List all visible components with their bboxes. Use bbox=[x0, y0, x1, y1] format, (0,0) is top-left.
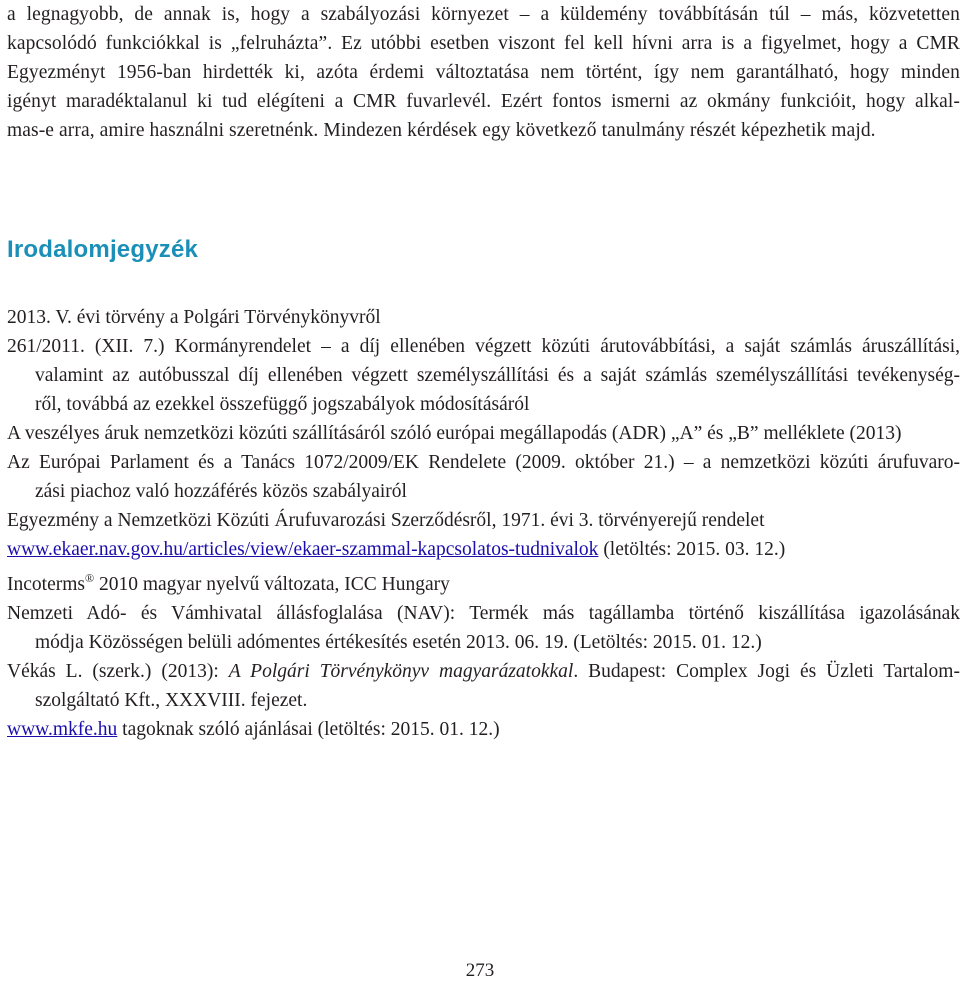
reference-text: módja Közösségen belüli adómentes értékesítés esetén 2013. 06. 19. (Letöltés: 2015. 01. 12.) bbox=[35, 632, 762, 653]
ekaer-link[interactable]: www.ekaer.nav.gov.hu/articles/view/ekaer-szammal-kapcsolatos-tudnivalok bbox=[7, 539, 599, 560]
reference-text: Egyezmény a Nemzetközi Közúti Árufuvarozási Szerződésről, 1971. évi 3. törvényerejű rendelet bbox=[7, 510, 765, 531]
reference-text: A veszélyes áruk nemzetközi közúti szállításáról szóló európai megállapodás (ADR) „A” és „B” melléklete (2013) bbox=[7, 423, 902, 444]
reference-line bbox=[7, 564, 960, 599]
reference-text: 2010 magyar nyelvű változata, ICC Hungary bbox=[94, 574, 450, 595]
reference-item bbox=[7, 715, 960, 744]
reference-item bbox=[7, 303, 960, 332]
mkfe-link[interactable]: www.mkfe.hu bbox=[7, 719, 118, 740]
registered-mark: ® bbox=[84, 571, 95, 585]
reference-item bbox=[7, 448, 960, 506]
page-number: 273 bbox=[465, 960, 495, 981]
intro-paragraph bbox=[7, 0, 960, 145]
reference-text: Az Európai Parlament és a Tanács 1072/2009/EK Rendelete (2009. október 21.) – a nemzetközi közúti árufuvaro- bbox=[7, 452, 960, 473]
reference-text: Nemzeti Adó- és Vámhivatal állásfoglalása (NAV): Termék más tagállamba történő kiszállítása igazolásának bbox=[7, 603, 960, 624]
reference-text: szolgáltató Kft., XXXVIII. fejezet. bbox=[35, 690, 308, 711]
bibliography-heading: Irodalomjegyzék bbox=[7, 236, 199, 263]
reference-item bbox=[7, 657, 960, 715]
reference-line bbox=[7, 657, 960, 686]
intro-line: a legnagyobb, de annak is, hogy a szabályozási környezet – a küldemény továbbításán túl – más, közvetetten bbox=[7, 4, 960, 25]
reference-item bbox=[7, 535, 960, 564]
reference-item bbox=[7, 419, 960, 448]
intro-line: kapcsolódó funkciókkal is „felruházta”. Ez utóbbi esetben viszont fel kell hívni arra is a figyelmet, hogy a CMR bbox=[7, 33, 960, 54]
intro-line: mas-e arra, amire használni szeretnénk. Mindezen kérdések egy következő tanulmány részét képezhetik majd. bbox=[7, 120, 876, 141]
intro-line: igényt maradéktalanul ki tud elégíteni a CMR fuvarlevél. Ezért fontos ismerni az okmány funkcióit, hogy alkal- bbox=[7, 91, 960, 112]
bibliography-list bbox=[7, 303, 960, 744]
reference-text: 261/2011. (XII. 7.) Kormányrendelet – a díj ellenében végzett közúti árutovábbítási, a saját számlás áruszállítási, bbox=[7, 336, 960, 357]
reference-text: ről, továbbá az ezekkel összefüggő jogszabályok módosításáról bbox=[35, 394, 530, 415]
reference-text: 2013. V. évi törvény a Polgári Törvénykönyvről bbox=[7, 307, 381, 328]
reference-item bbox=[7, 564, 960, 599]
reference-item bbox=[7, 332, 960, 419]
reference-line bbox=[7, 535, 960, 564]
reference-text: Incoterms bbox=[7, 574, 85, 595]
reference-text: . Budapest: Complex Jogi és Üzleti Tartalom- bbox=[573, 661, 960, 682]
intro-line: Egyezményt 1956-ban hirdették ki, azóta érdemi változtatása nem történt, így nem garantálható, hogy minden bbox=[7, 62, 960, 83]
reference-item bbox=[7, 506, 960, 535]
reference-text: Vékás L. (szerk.) (2013): bbox=[7, 661, 229, 682]
reference-item bbox=[7, 599, 960, 657]
reference-text: (letöltés: 2015. 03. 12.) bbox=[598, 539, 786, 560]
book-title: A Polgári Törvénykönyv magyarázatokkal bbox=[228, 661, 574, 682]
reference-text: tagoknak szóló ajánlásai (letöltés: 2015. 01. 12.) bbox=[117, 719, 500, 740]
reference-text: zási piachoz való hozzáférés közös szabályairól bbox=[35, 481, 407, 502]
reference-text: valamint az autóbusszal díj ellenében végzett személyszállítási és a saját számlás személyszállítási tevékenység- bbox=[35, 365, 960, 386]
reference-line bbox=[7, 715, 960, 744]
